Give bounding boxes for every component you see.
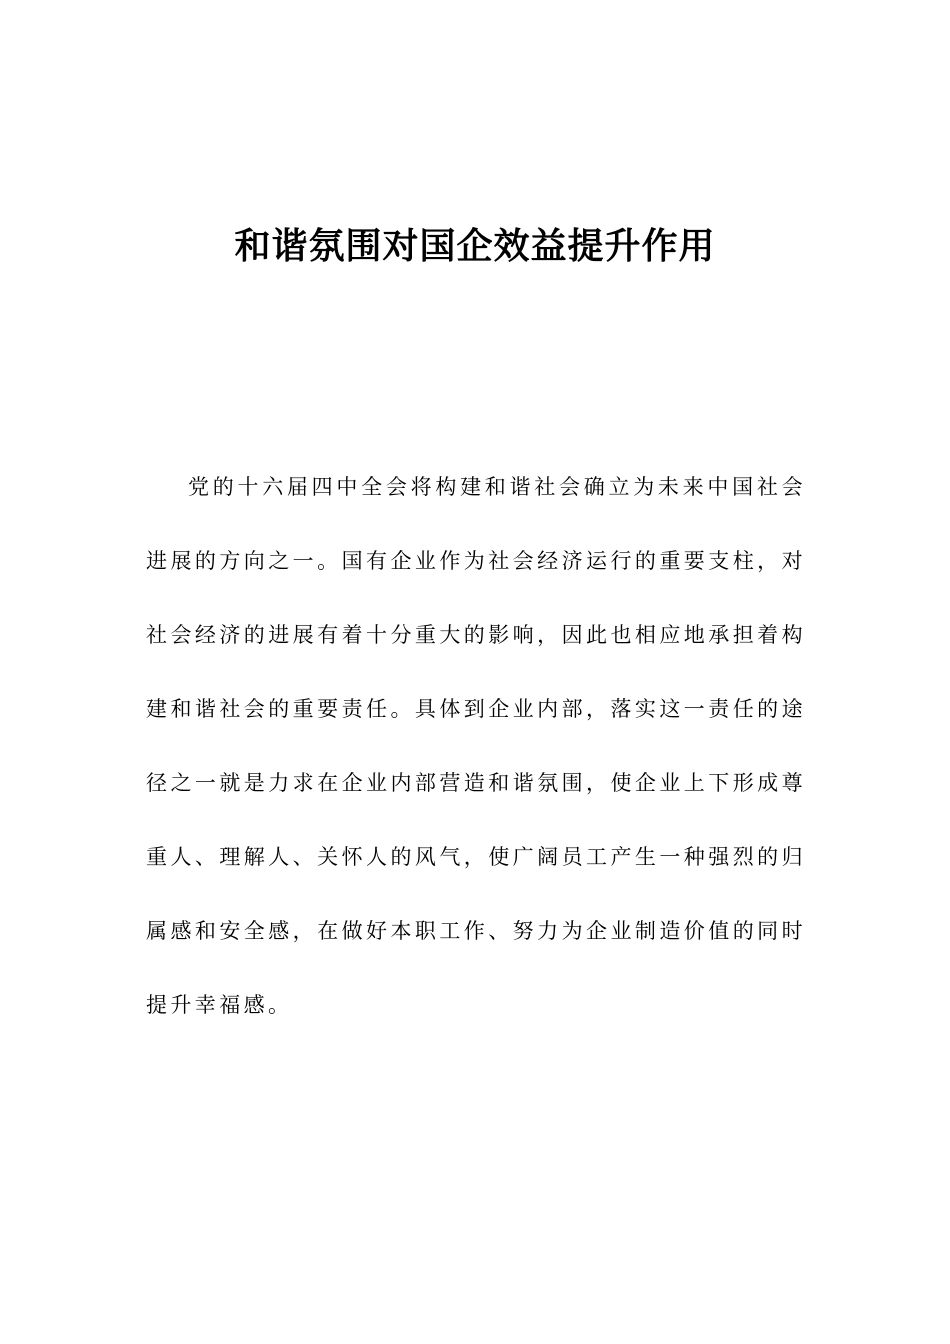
body-paragraph: 党的十六届四中全会将构建和谐社会确立为未来中国社会进展的方向之一。国有企业作为社会经济运行的重要支柱，对社会经济的进展有着十分重大的影响，因此也相应地承担着构建和谐社会的重要责任。具体到企业内部，落实这一责任的途径之一就是力求在企业内部营造和谐氛围，使企业上下形成尊重人、理解人、关怀人的风气，使广阔员工产生一种强烈的归属感和安全感，在做好本职工作、努力为企业制造价值的同时提升幸福感。 [146,475,806,1017]
document-title: 和谐氛围对国企效益提升作用 [234,226,716,267]
